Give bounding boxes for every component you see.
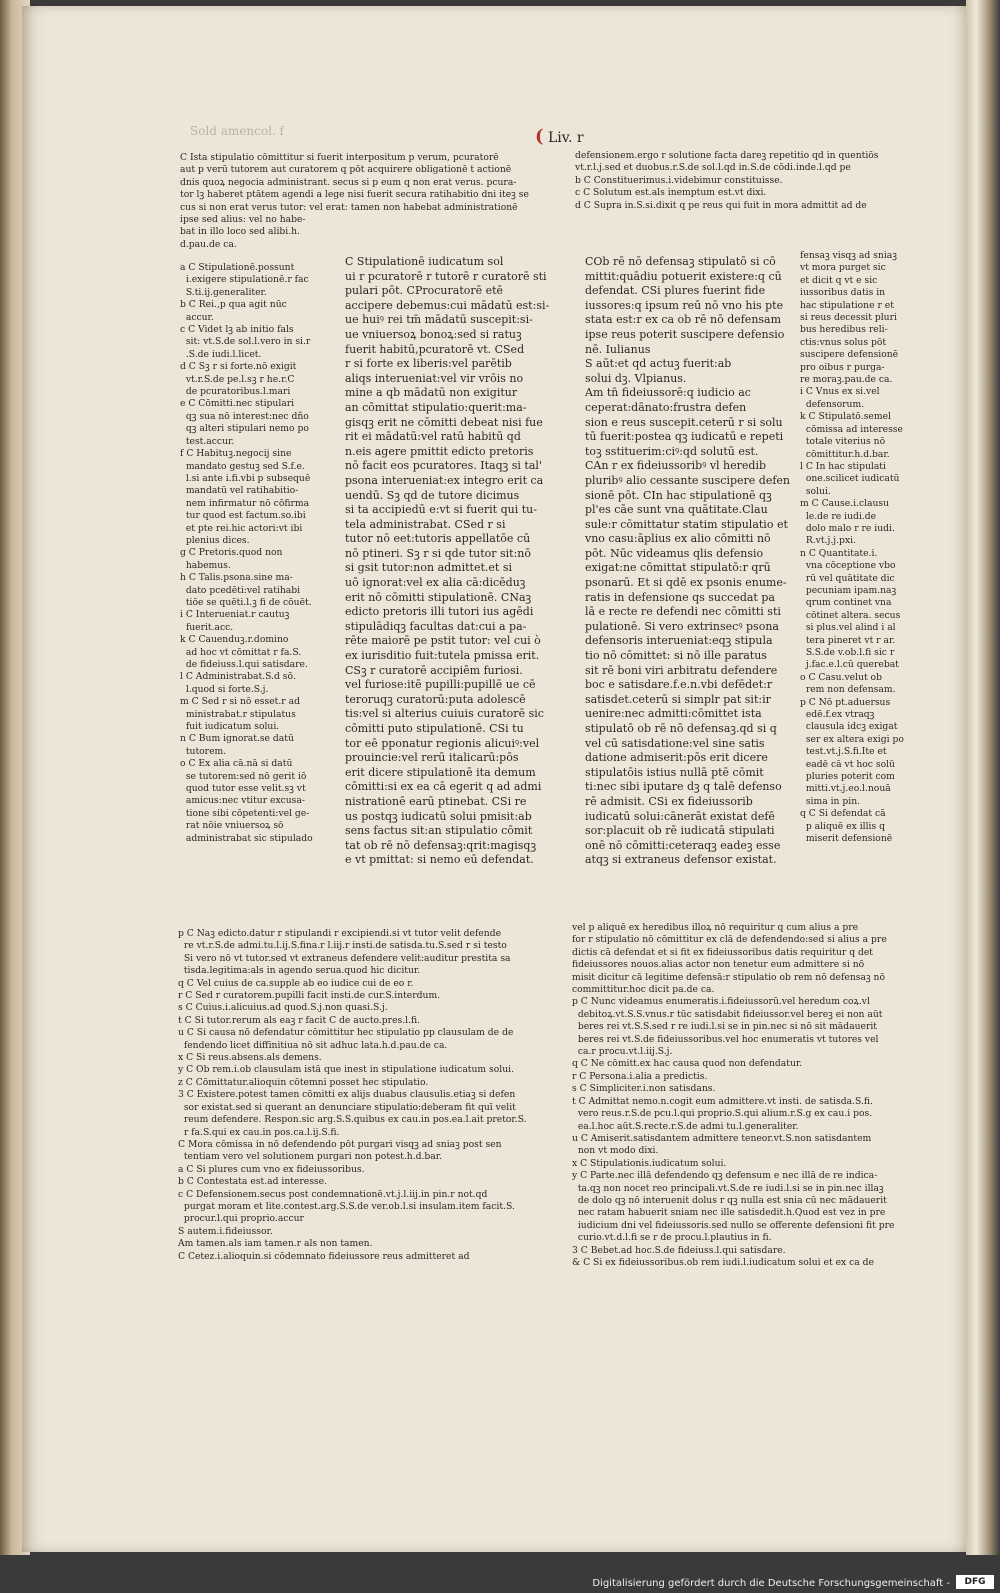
folio-number [535,126,584,147]
running-head-faint: Sold amencol. f [190,124,284,138]
gloss-top-left: C Ista stipulatio cōmittitur si fuerit interpositum p verum, pcuratorē aut p verū tutorem aut curatorem q pōt acquirere obligationē t actionē dnis quoꝝ negocia administrant. secus si p eum q non erat verus. pcura- tor lꝫ haberet ptātem agendi a lege nisi fuerit secura ratihabitio dni iteꝫ se cus si non erat verus tutor: vel erat: tamen non habebat administrationē ipse sed alius: vel no habe- bat in illo loco sed alibi.h. d.pau.de ca. [180,152,529,250]
folio-bracket-icon: ( [535,126,544,147]
book-edge-right [966,0,1000,1555]
main-text-left-column: C Stipulationē iudicatum sol ui r pcuratorē r tutorē r curatorē sti pulari pōt. CProcuratorē etē accipere debemus:cui mādatū est:si- ue huiꝰ rei tm̄ mādatū suscepit:si- ue vniuersoꝝ bonoꝝ:sed si ratuꝫ fuerit habitū,pcuratorē vt. CSed r si forte ex liberis:vel parētib aliqs interueniat:vel vir vrōis no mine a qb mādatū non exigitur an cōmittat stipulatio:querit:ma- gisqꝫ erit ne cōmitti debeat nisi fue rit ei mādatū:vel ratū habitū qd n.eis agere pmittit edicto pretoris nō facit eos pcuratores. Itaqꝫ si tal' psona interueniat:ex integro erit ca uendū. Sꝫ qd de tutore dicimus si ta accipiedū e:vt si fuerit qui tu- tela administrabat. CSed r si tutor nō eet:tutoris appellatōe cū nō ptineri. Sꝫ r si qde tutor sit:nō si gsit tutor:non admittet.et si uō ignorat:vel ex alia cā:dicēduꝫ erit nō cōmitti stipulationē. CNaꝫ edicto pretoris illi tutori ius agēdi stipulādiqꝫ facultas dat:cui a pa- rēte maiorē pe pstit tutor: vel cui ò ex iurisditio fuit:tutela pmissa erit. CSꝫ r curatorē accipiēm furiosi. vel furiose:itē pupilli:pupillē ue cē teroruqꝫ curatorū:puta adolescē tis:vel si alterius cuiuis curatorē sic cōmitti puto stipulationē. CSi tu tor eē pponatur regionis alicuiꝰ:vel prouincie:vel rerū italicarū:pōs erit dicere stipulationē ita demum cōmitti:si ex ea cā egerit q ad admi nistrationē earū ptinebat. CSi re us postqꝫ iudicatū solui pmisit:ab sens factus sit:an stipulatio cōmit tat ob rē nō defensaꝫ:qrit:magisqꝫ e vt pmittat: si nemo eū defendat. [345,255,550,867]
gloss-bottom-left: p C Naꝫ edicto.datur r stipulandi r excipiendi.si vt tutor velit defende re vt.r.S.de admi.tu.l.ij.S.fina.r l.iij.r insti.de satisda.tu.S.sed r si testo Si vero nō vt tutor.sed vt extraneus defendere velit:auditur prestita sa tisda.legitima:als in agendo serua.quod hic dicitur. q C Vel cuius de ca.supple ab eo iudice cui de eo r. r C Sed r curatorem.pupilli facit insti.de cur.S.interdum. s C Cuius.i.alicuius.ad quod.S.j.non quasi.S.j. t C Si tutor.rerum als eaꝫ r facit C de aucto.pres.l.fi. u C Si causa nō defendatur cōmittitur hec stipulatio pp clausulam de de fendendo licet diffinitiua nō sit adhuc lata.h.d.pau.de ca. x C Si reus.absens.als demens. y C Ob rem.i.ob clausulam istā que inest in stipulatione iudicatum solui. z C Cōmittatur.alioquin cōtemni posset hec stipulatio. 3 C Existere.potest tamen cōmitti ex alijs duabus clausulis.etiaꝫ si defen sor existat.sed si querant an denunciare stipulatio:deberam fit quī velit reum defendere. Respon.sic arg.S.S.quibus ex cau.in pos.ea.l.ait pretor.S. r fa.S.qui ex cau.in pos.ca.l.ij.S.fi. C Mora cōmissa in nō defendendo pōt purgari visqꝫ ad sniaꝫ post sen tentiam vero vel solutionem purgari non potest.h.d.bar. a C Si plures cum vno ex fideiussoribus. b C Contestata est.ad interesse. c C Defensionem.secus post condemnationē.vt.j.l.iij.in pin.r not.qd purgat moram et lite.contest.arg.S.S.de ver.ob.l.si insulam.item facit.S. procur.l.qui proprio.accur S autem.i.fideiussor. Am tamen.als iam tamen.r als non tamen. C Cetez.i.alioquin.si cōdemnato fideiussore reus admitteret ad [178,928,527,1262]
folio-label: Liv. r [547,130,584,146]
dfg-logo: DFG [956,1575,994,1589]
gloss-top-right: defensionem.ergo r solutione facta dareꝫ repetitio qd in quentiōs vt.r.l.j.sed et duobus.r.S.de sol.l.qd in.S.de cōdi.inde.l.qd pe b C Constituerimus.i.videbimur constituisse. c C Solutum est.als inemptum est.vt dixi. d C Supra in.S.si.dixit q pe reus qui fuit in mora admittit ad de [575,150,879,211]
gloss-bottom-right: vel p aliquē ex heredibus illoꝝ nō requiritur q cum alius a pre for r stipulatio nō cōmittitur ex clā de defendendo:sed si alius a pre dictis cā defendat et si fit ex fideiussoribus datis requiritur q det fideiussores nouos.alias actor non tenetur eum admittere si nō misit dicitur cā legitime defensā:r stipulatio ob rem nō defensaꝫ nō committitur.hoc dicit pa.de ca. p C Nunc videamus enumeratis.i.fideiussorū.vel heredum coꝝ.vl debitoꝝ.vt.S.S.vnus.r tūc satisdabit fideiussor.vel bereꝫ ei non aūt beres rei vt.S.S.sed r re iudi.l.si se in pin.nec si nō sit mādauerit beres rei vt.S.de fideiussoribus.vel hoc enumeratis vt tutores vel ca.r procu.vt.l.iij.S.j. q C Ne cōmitt.ex hac causa quod non defendatur. r C Persona.i.alia a predictis. s C Simpliciter.i.non satisdans. t C Admittat nemo.n.cogit eum admittere.vt insti. de satisda.S.fi. vero reus.r.S.de pcu.l.qui proprio.S.qui alium.r.S.g ex cau.i pos. ea.l.hoc aūt.S.recte.r.S.de admi tu.l.generaliter. u C Amiserit.satisdantem admittere teneor.vt.S.non satisdantem non vt modo dixi. x C Stipulationis.iudicatum solui. y C Parte.nec illā defendendo qꝫ defensum e nec illā de re indica- ta.qꝫ non nocet reo principali.vt.S.de re iudi.l.si se in pin.nec illaꝫ de dolo qꝫ nō interuenit dolus r qꝫ nulla est snia cū nec mādauerit nec ratam habuerit sniam nec ille satisdedit.h.Quod est vez in pre iudicium dni vel fideiussoris.sed nullo se offerente defensioni fit pre curio.vt.d.l.fi se r de procu.l.plautius in fi. 3 C Bebet.ad hoc.S.de fideiuss.l.qui satisdare. & C Si ex fideiussoribus.ob rem iudi.l.iudicatum solui et ex ca de [572,922,895,1268]
main-text-right-column: COb rē nō defensaꝫ stipulatō si cō mittit:quādiu potuerit existere:q cū defendat. CSi plures fuerint fide iussores:q ipsum reū nō vno his pte stata est:r ex ca ob rē nō defensam ipse reus poterit suscipere defensio nē. Iulianus S aūt:et qd actuꝫ fuerit:ab solui dꝫ. Vlpianus. Am tn̄ fideiussorē:q iudicio ac ceperat:dānato:frustra defen sion e reus suscepit.ceterū r si solu tū fuerit:postea qꝫ iudicatū e repeti toꝫ sstituerim:ciꝰ:qd solutū est. CAn r ex fideiussoribꝰ vl heredib pluribꝰ alio cessante suscipere defen sionē pōt. CIn hac stipulationē qꝫ pl'es cāe sunt vna quātitate.Clau sule:r cōmittatur statim stipulatio et vno casu:āplius ex alio cōmitti nō pōt. Nūc videamus qlis defensio exigat:ne cōmittat stipulatō:r qrū psonarū. Et si qdē ex psonis enume- ratis in defensione qs succedat pa lā e recte re defendi nec cōmitti sti pulationē. Si vero extrinsecꝰ psona defensoris interueniat:eqꝫ stipula tio nō cōmittet: si nō ille paratus sit rē boni viri arbitratu defendere boc e satisdare.f.e.n.vbi defēdet:r satisdet.ceterū si simplr pat sit:ir uenire:nec admitti:cōmittet ista stipulatō ob rē nō defensaꝫ.qd si q vel cū satisdatione:vel sine satis datione admiserit:pōs erit dicere stipulatōis istius nullā ptē cōmit ti:nec sibi iputare dꝫ q talē defenso rē admisit. CSi ex fideiussorib iudicatū solui:cānerāt existat defē sor:placuit ob rē iudicatā stipulati onē nō cōmitti:ceteraqꝫ eadeꝫ esse atqꝫ si extraneus defensor existat. [585,255,790,867]
gloss-right-column: fensaꝫ visqꝫ ad sniaꝫ vt mora purget sic et dicit q vt e sic iussoribus datis in hac stipulatione r et si reus decessit pluri bus heredibus reli- ctis:vnus solus pōt suscipere defensionē pro oibus r purga- re moraꝫ.pau.de ca. i C Vnus ex si.vel defensorum. k C Stipulatō.semel cōmissa ad interesse totale viterius nō cōmittitur.h.d.bar. l C In hac stipulati one.scilicet iudicatū solui. m C Cause.i.clausu le.de re iudi.de dolo malo r re iudi. R.vt.j.j.pxi. n C Quantitate.i. vna cōceptione vbo rū vel quātitate dic pecuniam ipam.naꝫ qrum continet vna cōtinet altera. secus si plus.vel alind i al tera pineret vt r ar. S.S.de v.ob.l.fi sic r j.fac.e.l.cū querebat o C Casu.velut ob rem non defensam. p C Nō pt.aduersus edē.f.ex vtraqꝫ clausula idcꝫ exigat ser ex altera exigi po test.vt.j.S.fi.Ite et eadē cā vt hoc solū pluries poterit com mitti.vt.j.eo.l.nouā sima in pin. q C Si defendat cā p aliquē ex illis q miserit defensionē [800,250,904,845]
gloss-left-column: a C Stipulationē.possunt i.exigere stipulationē.r fac S.ti.ij.generaliter. b C Rei.,p qua agit nūc accur. c C Videt lꝫ ab initio fals sit: vt.S.de sol.l.vero in si.r .S.de iudi.l.licet. d C Sꝫ r si forte.nō exigit vt.r.S.de pe.l.sꝫ r he.r.C de pcuratoribus.l.mari e C Cōmitti.nec stipulari qꝫ sua nō interest:nec dño qꝫ alteri stipulari nemo po test.accur. f C Habituꝫ.negocij sine mandato gestuꝫ sed S.f.e. l.si ante i.fi.vbi p subsequē mandatū vel ratihabitio- nem infirmatur nō cōfirma tur quod est factum.so.ibi et pte rei.hic actori:vt ibi plenius dices. g C Pretoris.quod non habemus. h C Talis.psona.sine ma- dato pcedēti:vel ratihabi tiōe se quēti.l.ꝫ fi de cōuēt. i C Interueniat.r cautuꝫ fuerit.acc. k C Cauenduꝫ.r.domino ad hoc vt cōmittat r fa.S. de fideiuss.l.qui satisdare. l C Administrabat.S.d sō. l.quod si forte.S.j. m C Sed r si nō esset.r ad ministrabat.r stipulatus fuit iudicatum solui. n C Bum ignorat.se datū tutorem. o C Ex alia cā.nā si datū se tutorem:sed nō gerit iō quod tutor esse velit.sꝫ vt amicus:nec vtitur excusa- tione sibi cōpetenti:vel ge- rat nōie vniuersoꝝ sō administrabat sic stipulado [180,262,313,844]
footer-credit: Digitalisierung gefördert durch die Deutsche Forschungsgemeinschaft - [592,1578,950,1589]
